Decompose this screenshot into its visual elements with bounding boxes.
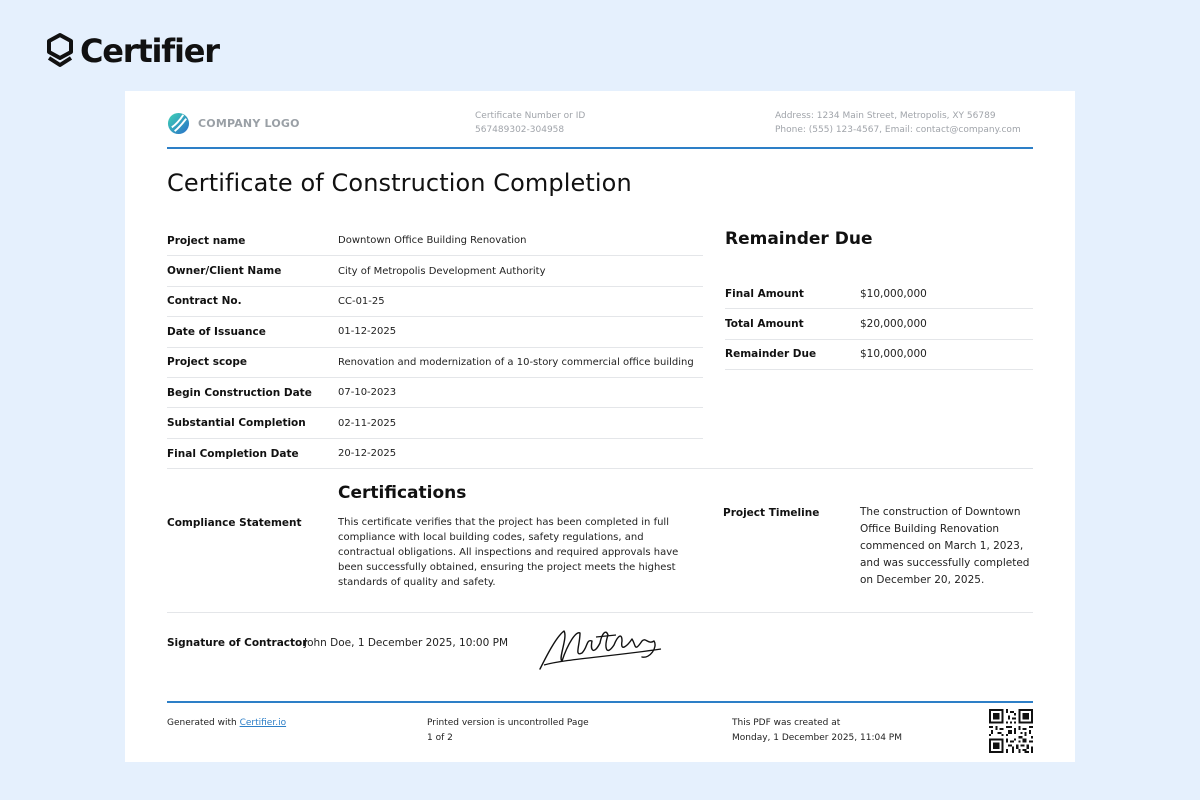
details-label: Contract No. (167, 295, 242, 308)
qr-code-icon (989, 709, 1033, 753)
details-row-scope (167, 348, 703, 378)
remainder-label: Remainder Due (725, 348, 817, 361)
details-label: Project name (167, 234, 246, 247)
remainder-row-remainder-due (725, 340, 1033, 370)
footer-created (732, 716, 902, 746)
certificate-number-label: Certificate Number or ID (475, 111, 586, 121)
remainder-value: $20,000,000 (860, 318, 927, 331)
remainder-due-section (725, 229, 1033, 370)
project-timeline-text: The construction of Downtown Office Building Renovation commenced on March 1, 2023, and was successfully completed on December 20, 2025. (860, 506, 1030, 586)
company-logo (167, 112, 300, 135)
project-timeline-label: Project Timeline (723, 507, 820, 519)
details-value: 07-10-2023 (338, 387, 397, 399)
details-label: Owner/Client Name (167, 265, 282, 278)
certifier-brand[interactable] (46, 32, 219, 70)
section-divider (167, 612, 1033, 613)
certificate-title: Certificate of Construction Completion (167, 169, 632, 197)
details-label: Substantial Completion (167, 417, 306, 430)
compliance-statement-text: This certificate verifies that the project has been completed in full compliance with local building codes, safety regulations, and contractual obligations. All inspections and required approvals have been successfully obtained, ensuring the project meets the highest standards of quality and safety. (338, 517, 679, 588)
compliance-statement-label: Compliance Statement (167, 517, 302, 529)
details-value: 01-12-2025 (338, 326, 397, 338)
company-address: Address: 1234 Main Street, Metropolis, XY 56789 (775, 111, 996, 121)
footer-printed (427, 716, 589, 746)
certificate-header (167, 109, 1033, 149)
remainder-title: Remainder Due (725, 229, 873, 249)
footer-created-line1: This PDF was created at (732, 718, 841, 728)
remainder-value: $10,000,000 (860, 287, 927, 300)
company-logo-text: COMPANY LOGO (198, 117, 300, 130)
remainder-label: Final Amount (725, 287, 804, 300)
handwritten-signature (536, 623, 668, 675)
details-row-project-name (167, 226, 703, 256)
section-divider (167, 468, 1033, 469)
details-value: 20-12-2025 (338, 448, 397, 460)
remainder-label: Total Amount (725, 318, 804, 331)
certificate-number: 567489302-304958 (475, 125, 565, 135)
company-logo-icon (167, 112, 190, 135)
details-label: Final Completion Date (167, 447, 299, 460)
certifier-shield-icon (46, 32, 74, 70)
details-value: Downtown Office Building Renovation (338, 235, 527, 247)
details-row-begin (167, 378, 703, 408)
footer-page-number: 1 of 2 (427, 733, 453, 743)
details-label: Date of Issuance (167, 325, 266, 338)
signature-label: Signature of Contractor (167, 637, 308, 649)
details-value: Renovation and modernization of a 10-story commercial office building (338, 356, 694, 368)
company-contact: Phone: (555) 123-4567, Email: contact@company.com (775, 125, 1021, 135)
footer-generated-prefix: Generated with (167, 718, 237, 728)
details-label: Begin Construction Date (167, 386, 312, 399)
details-row-final (167, 439, 703, 469)
remainder-value: $10,000,000 (860, 348, 927, 361)
footer-generated (167, 716, 286, 731)
details-value: 02-11-2025 (338, 417, 397, 429)
details-row-contract (167, 287, 703, 317)
footer-created-date: Monday, 1 December 2025, 11:04 PM (732, 733, 902, 743)
details-value: CC-01-25 (338, 295, 385, 307)
project-details-table (167, 226, 703, 469)
remainder-row-final-amount (725, 279, 1033, 309)
signature-value: John Doe, 1 December 2025, 10:00 PM (304, 637, 509, 649)
certificate-sheet (125, 91, 1075, 762)
footer-printed-line1: Printed version is uncontrolled Page (427, 718, 589, 728)
certificate-number-block (475, 109, 585, 137)
certifier-brand-name: Certifier (80, 32, 219, 70)
certifier-link[interactable]: Certifier.io (239, 718, 287, 728)
details-row-issuance (167, 317, 703, 347)
details-label: Project scope (167, 356, 248, 369)
company-address-block (775, 109, 1021, 137)
certifications-title: Certifications (338, 483, 467, 503)
footer-divider (167, 701, 1033, 703)
details-row-substantial (167, 408, 703, 438)
details-row-owner (167, 256, 703, 286)
details-value: City of Metropolis Development Authority (338, 265, 546, 277)
remainder-row-total-amount (725, 309, 1033, 339)
